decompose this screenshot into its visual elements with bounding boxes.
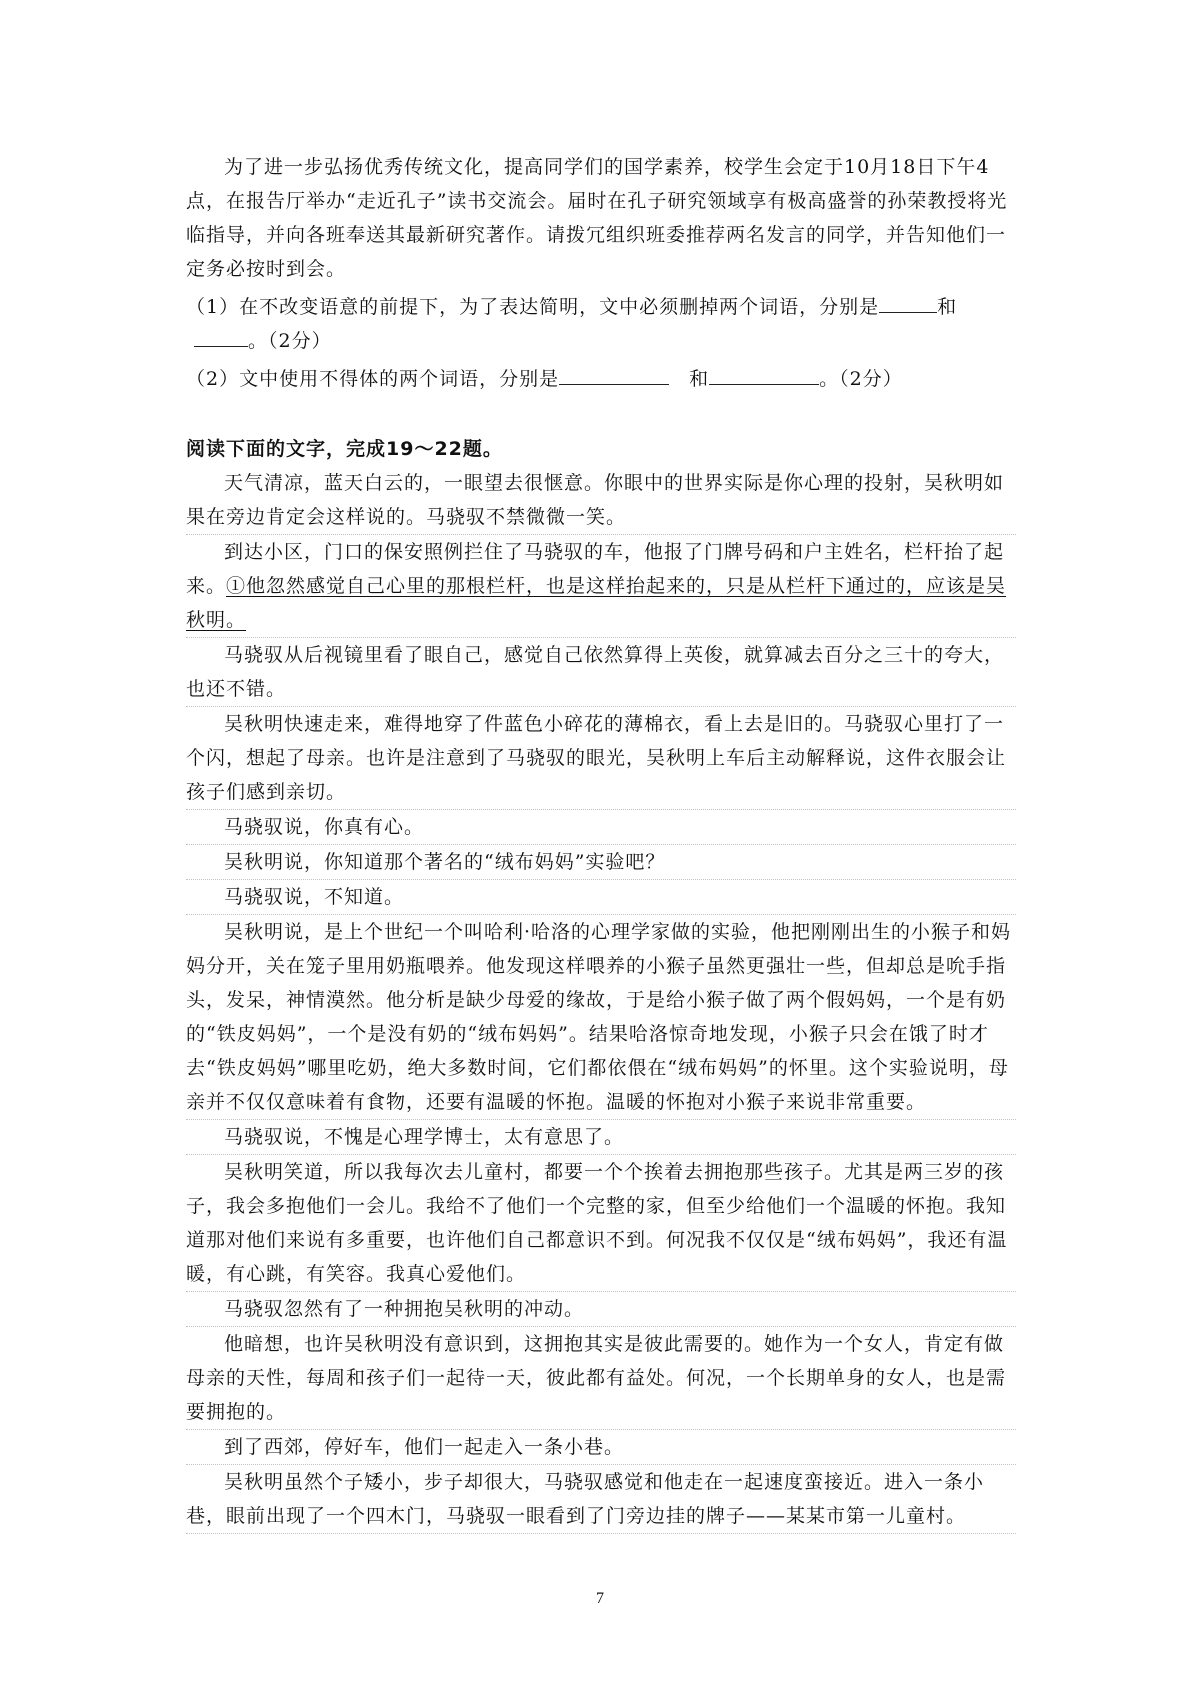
passage-paragraph-gate [186, 535, 1016, 638]
answer-blank-1b[interactable] [194, 328, 248, 347]
underlined-sentence-1: ①他忽然感觉自己心里的那根栏杆，也是这样抬起来的，只是从栏杆下通过的，应该是吴秋明。 [186, 575, 1007, 631]
passage-paragraph: 马骁驭从后视镜里看了眼自己，感觉自己依然算得上英俊，就算减去百分之三十的夸大，也还不错。 [186, 638, 1016, 707]
passage-paragraph: 吴秋明快速走来，难得地穿了件蓝色小碎花的薄棉衣，看上去是旧的。马骁驭心里打了一个闪，想起了母亲。也许是注意到了马骁驭的眼光，吴秋明上车后主动解释说，这件衣服会让孩子们感到亲切。 [186, 707, 1016, 810]
answer-blank-1a[interactable] [879, 294, 937, 313]
question-2-suffix: 。（2分） [819, 368, 903, 390]
question-2-prefix: （2）文中使用不得体的两个词语，分别是 [186, 368, 560, 390]
passage-paragraph: 他暗想，也许吴秋明没有意识到，这拥抱其实是彼此需要的。她作为一个女人，肯定有做母亲的天性，每周和孩子们一起待一天，彼此都有益处。何况，一个长期单身的女人，也是需要拥抱的。 [186, 1327, 1016, 1430]
passage-paragraph: 吴秋明说，是上个世纪一个叫哈利·哈洛的心理学家做的实验，他把刚刚出生的小猴子和妈妈分开，关在笼子里用奶瓶喂养。他发现这样喂养的小猴子虽然更强壮一些，但却总是吮手指头，发呆，神情漠然。他分析是缺少母爱的缘故，于是给小猴子做了两个假妈妈，一个是有奶的“铁皮妈妈”，一个是没有奶的“绒布妈妈”。结果哈洛惊奇地发现，小猴子只会在饿了时才去“铁皮妈妈”哪里吃奶，绝大多数时间，它们都依偎在“绒布妈妈”的怀里。这个实验说明，母亲并不仅仅意味着有食物，还要有温暖的怀抱。温暖的怀抱对小猴子来说非常重要。 [186, 915, 1016, 1120]
exam-page [186, 150, 1016, 1534]
question-1-suffix: 。（2分） [248, 330, 332, 352]
passage-paragraph: 到了西郊，停好车，他们一起走入一条小巷。 [186, 1430, 1016, 1465]
reading-heading: 阅读下面的文字，完成19～22题。 [186, 438, 503, 460]
gate-paragraph-start: 到达小区，门口的保安照例拦住了马骁驭的车，他报了门牌号码和户主姓名，栏杆抬了起来。 [186, 541, 1005, 597]
passage-paragraph: 马骁驭忽然有了一种拥抱吴秋明的冲动。 [186, 1292, 1016, 1327]
answer-blank-2a[interactable] [559, 366, 669, 385]
answer-blank-2b[interactable] [709, 366, 819, 385]
question-2-and: 和 [689, 368, 710, 390]
passage-paragraph: 吴秋明说，你知道那个著名的“绒布妈妈”实验吧？ [186, 845, 1016, 880]
passage-paragraph: 马骁驭说，不知道。 [186, 880, 1016, 915]
question-1-prefix: （1）在不改变语意的前提下，为了表达简明，文中必须删掉两个词语，分别是 [186, 296, 880, 318]
reading-passage [186, 466, 1016, 1534]
notice-paragraph [186, 150, 1016, 286]
question-2 [186, 362, 1016, 396]
passage-paragraph: 马骁驭说，不愧是心理学博士，太有意思了。 [186, 1120, 1016, 1155]
notice-text: 为了进一步弘扬优秀传统文化，提高同学们的国学素养，校学生会定于10月18日下午4点，在报告厅举办“走近孔子”读书交流会。届时在孔子研究领域享有极高盛誉的孙荣教授将光临指导，并向各班奉送其最新研究著作。请拨冗组织班委推荐两名发言的同学，并告知他们一定务必按时到会。 [186, 156, 1008, 280]
passage-paragraph: 吴秋明虽然个子矮小，步子却很大，马骁驭感觉和他走在一起速度蛮接近。进入一条小巷，眼前出现了一个四木门，马骁驭一眼看到了门旁边挂的牌子——某某市第一儿童村。 [186, 1465, 1016, 1534]
passage-paragraph: 天气清凉，蓝天白云的，一眼望去很惬意。你眼中的世界实际是你心理的投射，吴秋明如果在旁边肯定会这样说的。马骁驭不禁微微一笑。 [186, 466, 1016, 535]
passage-paragraph: 马骁驭说，你真有心。 [186, 810, 1016, 845]
question-1 [186, 290, 1016, 358]
passage-paragraph: 吴秋明笑道，所以我每次去儿童村，都要一个个挨着去拥抱那些孩子。尤其是两三岁的孩子，我会多抱他们一会儿。我给不了他们一个完整的家，但至少给他们一个温暖的怀抱。我知道那对他们来说有多重要，也许他们自己都意识不到。何况我不仅仅是“绒布妈妈”，我还有温暖，有心跳，有笑容。我真心爱他们。 [186, 1155, 1016, 1292]
page-number: 7 [596, 1590, 604, 1607]
question-1-and: 和 [937, 296, 958, 318]
